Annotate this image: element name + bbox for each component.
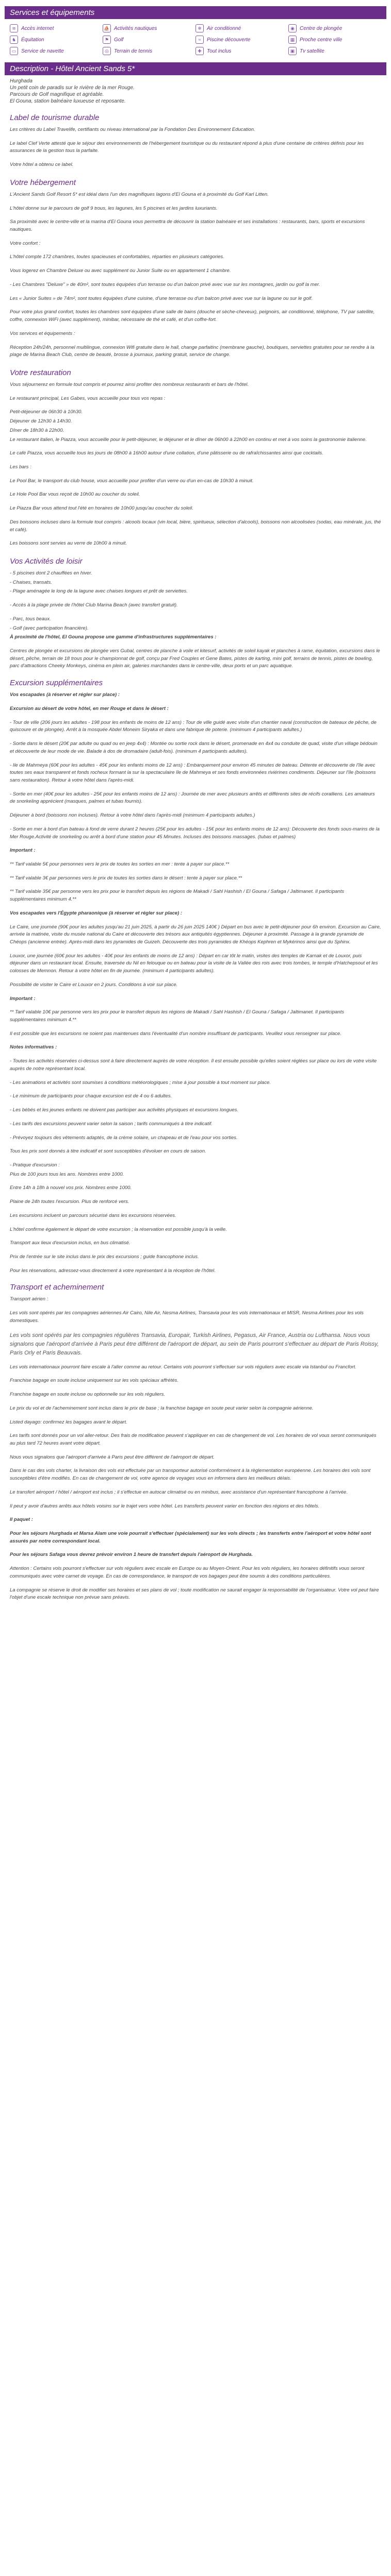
section-paragraph: Pour les séjours Hurghada et Marsa Alam une voie pourrait s'effectuer (spécialement) sur les vols directs ; les transferts entre l'aéroport et votre hôtel sont assurés par notre correspondant local. <box>10 1531 371 1544</box>
section-paragraph: - Sortie en mer (40€ pour les adultes - 25€ pour les enfants moins de 12 ans) : Journée de mer avec plusieurs arrêts et différents sites de récifs coralliens. Les amateurs de snorkeling apprécient (masques, palmes et tubas fournis). <box>10 791 375 805</box>
section-paragraph: Le Caire, une journée (90€ pour les adultes jusqu'au 21 juin 2025, à partir du 26 juin 2025 140€ ) Départ en bus avec le petit-déjeuner pour 6h environ. Excursion au Caire, arrivée la matinée, visite du musée national du Caire et découverte des trésors aux antiquités égyptiennes. Déjeuner à proximité. Passage à la grande pyramide de Chéops (ancienne entrée). Après-midi dans les pyramides de Guizeh. Découverte des trois pyramides de Khéops Kephren et Mykérinos ainsi que du Sphinx. <box>10 924 381 945</box>
section-paragraph: Centres de plongée et excursions de plongée vers Gubal, centres de planche à voile et kitesurf, activités de soleil kayak et planches à rame, équitation, excursions dans le désert, pêche, terrain de 18 trous pour le championnat de golf, conçu par Fred Couples et Gene Bates, pistes de karting, mini golf, terrains de tennis, pistes de bowling, parc d'attractions Cheeky Monkeys, cinéma en plein air, galeries marchandes dans le centre-ville, deux ports et un parc aquatique. <box>10 648 380 669</box>
snowflake-icon: ❄ <box>196 24 204 32</box>
section-paragraph: Il paquet : <box>10 1517 33 1523</box>
section-paragraph: Plaine de 24h toutes l'excursion. Plus de renforcé vers. <box>10 1199 129 1205</box>
section-paragraph: Transport aux lieux d'excursion inclus, en bus climatisé. <box>10 1240 131 1246</box>
section-body <box>10 126 381 169</box>
service-item <box>196 24 288 32</box>
section-paragraph: Le transfert aéroport / hôtel / aéroport est inclus ; il s'effectue en autocar climatisé ou en minibus, avec assistance d'un représentant francophone à l'arrivée. <box>10 1489 348 1495</box>
service-label: Piscine découverte <box>207 37 251 43</box>
section-paragraph: Les vols sont opérés par les compagnies aériennes Air Cairo, Nile Air, Nesma Airlines, Transavia pour les vols internationaux et MISR, Nesma Airlines pour les vols domestiques. <box>10 1310 364 1324</box>
section-paragraph: Les tarifs sont donnés pour un vol aller-retour. Des frais de modification peuvent s'appliquer en cas de changement de vol. Les horaires de vol vous seront communiqués au plus tard 72 heures avant votre départ. <box>10 1433 377 1447</box>
shuttle-icon: ▭ <box>10 47 18 55</box>
section-paragraph: Tous les prix sont donnés à titre indicatif et sont susceptibles d'évoluer en cours de saison. <box>10 1148 206 1155</box>
section-paragraph: Le café Piazza, vous accueille tous les jours de 08h00 à 16h00 autour d'une collation, d'une pâtisserie ou de rafraîchissantes ainsi que cocktails. <box>10 450 323 456</box>
section-paragraph: Pour votre plus grand confort, toutes les chambres sont équipées d'une salle de bains (douche et sèche-cheveux), peignoirs, air conditionné, téléphone, TV par satellite, coffre, connexion WiFi (avec supplément), minibar, nécessaire de thé et café, et d'un coffre-fort. <box>10 309 375 323</box>
section-paragraph: Nous vous signalons que l'aéroport d'arrivée à Paris peut être différent de l'aéroport de départ. <box>10 1454 215 1460</box>
section-paragraph: - Pratique d'excursion : <box>10 1162 60 1168</box>
section-paragraph: Le Piazza Bar vous attend tout l'été en horaires de 10h00 jusqu'au coucher du soleil. <box>10 505 193 512</box>
section-paragraph: Les vols sont opérés par les compagnies régulières Transavia, Europair, Turkish Airlines, Pegasus, Air France, Austria ou Lufthansa. Nous vous signalons que l'aéroport d'arrivée à Paris peut être différent de l'aéroport de départ, au sein de Paris pourront s'effectuer au départ de Paris Roissy, Paris Orly et Paris Beauvais. <box>10 1332 379 1356</box>
service-item <box>10 36 103 44</box>
section-title: Excursion supplémentaires <box>10 679 103 688</box>
service-item <box>10 24 103 32</box>
service-label: Équitation <box>21 37 44 43</box>
section-paragraph: - Sortie dans le désert (20€ par adulte ou quad ou en jeep 4x4) : Montée ou sortie rock dans le désert, promenade en 4x4 ou conduite de quad, visite d'un village bédouin et découverte de leur mode de vie. Balade à dos de dromadaire (adult-fois). (minimum 4 participants adultes). <box>10 741 378 754</box>
section-title: Transport et acheminement <box>10 1283 104 1292</box>
section-paragraph: Vos escapades vers l'Égypte pharaonique (à réserver et régler sur place) : <box>10 910 183 916</box>
golf-icon: ⚑ <box>103 36 111 44</box>
section-paragraph: - Sortie en mer à bord d'un bateau à fond de verre durant 2 heures (25€ pour les adultes - 15€ pour les enfants moins de 12 ans): Découverte des fonds sous-marins de la Mer Rouge.Activité de snorkeling ou arrêt à bord d'une station pour 45 Minutes. Incluses des boissons massages. (tubas et palmes) <box>10 826 380 840</box>
section-paragraph: Les vols internationaux pourront faire escale à l'aller comme au retour. Certains vols pourront s'effectuer sur vols réguliers avec escale via Istanbul ou Francfort. <box>10 1364 356 1370</box>
services-grid <box>5 22 386 59</box>
section-paragraph: Listed dayago: confirmez les bagages avant le départ. <box>10 1419 127 1425</box>
section-body <box>10 570 381 670</box>
section-paragraph: Les bars : <box>10 464 31 470</box>
section-title: Votre hébergement <box>10 178 76 187</box>
section-paragraph: Votre hôtel a obtenu ce label. <box>10 162 74 168</box>
section-paragraph: - Plage aménagée le long de la lagune avec chaises longues et prêt de serviettes. <box>10 588 188 595</box>
section-paragraph: - Les tarifs des excursions peuvent varier selon la saison ; tarifs communiqués à titre indicatif. <box>10 1121 213 1127</box>
section-paragraph: Petit-déjeuner de 06h30 à 10h30. <box>10 409 83 415</box>
section-paragraph: Franchise bagage en soute incluse ou optionnelle sur les vols réguliers. <box>10 1392 166 1398</box>
section-paragraph: Sa proximité avec le centre-ville et la marina d'El Gouna vous permettra de découvrir la station balnéaire et ses installations : restaurants, bars, sports et excursions nautiques. <box>10 219 365 233</box>
section-paragraph: ** Tarif valable 10€ par personne vers les prix pour le transfert depuis les régions de Makadi / Sahl Hashish / El Gouna / Safaga / Jaltimanet. Il participants supplémentaires minimum 4.** <box>10 1009 345 1023</box>
service-label: Tv satellite <box>300 48 324 54</box>
section-paragraph: Possibilité de visiter le Caire et Louxor en 2 jours. Conditions à voir sur place. <box>10 981 178 988</box>
section-paragraph: Excursion au désert de votre hôtel, en mer Rouge et dans le désert : <box>10 705 169 711</box>
section-paragraph: Vous logerez en Chambre Deluxe ou avec supplément ou Junior Suite ou en appartement 1 chambre. <box>10 268 231 274</box>
section-paragraph: - Chaises, transats. <box>10 579 52 585</box>
services-title: Services et équipements <box>5 6 386 19</box>
section-paragraph: ** Tarif valable 3€ par personnes vers le prix de toutes les sorties dans le désert : tente à payer sur place.** <box>10 875 242 881</box>
service-label: Activités nautiques <box>114 25 157 31</box>
section-paragraph: Important : <box>10 995 36 1002</box>
section-paragraph: L'Ancient Sands Golf Resort 5* est idéal dans l'un des magnifiques lagons d'El Gouna et à proximité du Golf Karl Litten. <box>10 191 269 197</box>
section-paragraph: Déjeuner à bord (boissons non incluses). Retour à votre hôtel dans l'après-midi (minimum 4 participants adultes.) <box>10 812 255 819</box>
page <box>5 0 386 1623</box>
section-paragraph: - Les animations et activités sont soumises à conditions météorologiques ; mise à jour possible à tout moment sur place. <box>10 1079 271 1086</box>
section-paragraph: - Tour de ville (206 jours les adultes - 198 pour les enfants de moins de 12 ans) : Tour de ville guidé avec visite d'un chantier naval (construction de bateaux de pêche, de quiscoure et de plongée). Arrêt à la mosquée Abdel Moneim Siryaka et dans une fabrique de poterie. (minimum 4 participants adultes.) <box>10 719 377 733</box>
section-paragraph: - Toutes les activités réservées ci-dessus sont à faire directement auprès de votre réception. Il est ensuite possible qu'elles soient réglées sur place ou lors de votre visite auprès de notre représentant local. <box>10 1058 377 1072</box>
section-paragraph: Il est possible que les excursions ne soient pas maintenues dans l'éventualité d'un nombre insuffisant de participants. Veuillez vous renseigner sur place. <box>10 1030 341 1037</box>
intro-line: Un petit coin de paradis sur le rivière de la mer Rouge. <box>10 85 135 91</box>
section-paragraph: Plus de 100 jours tous les ans. Nombres entre 1000. <box>10 1171 124 1177</box>
tv-icon: ▣ <box>288 47 297 55</box>
section-paragraph: - Le minimum de participants pour chaque excursion est de 4 ou 6 adultes. <box>10 1093 172 1099</box>
section-paragraph: Des boissons incluses dans la formule tout compris : alcools locaux (vin local, bière, spiritueux, sélection d'alcools), boissons non alcoolisées (sodas, eau minérale, jus, thé et café). <box>10 519 381 533</box>
section-paragraph: - Prévoyez toujours des vêtements adaptés, de la crème solaire, un chapeau et de l'eau pour vos sorties. <box>10 1134 238 1141</box>
description <box>5 78 386 1602</box>
section-paragraph: - 5 piscines dont 2 chauffées en hiver. <box>10 570 92 576</box>
section-paragraph: Le restaurant italien, le Piazza, vous accueille pour le petit-déjeuner, le déjeuner et le dîner de 06h00 à 22h00 en continu et met à vos soins la gastronomie italienne. <box>10 436 367 443</box>
section-paragraph: Franchise bagage en soute incluse uniquement sur les vols spéciaux affrétés. <box>10 1378 178 1384</box>
section-paragraph: Dîner de 18h30 à 22h00. <box>10 427 64 433</box>
service-label: Tout inclus <box>207 48 232 54</box>
service-label: Terrain de tennis <box>114 48 153 54</box>
service-item <box>288 47 381 55</box>
section-body <box>10 191 381 359</box>
section-paragraph: - Accès à la plage privée de l'hôtel Club Marina Beach (avec transfert gratuit). <box>10 602 178 608</box>
intro-line: Parcours de Golf magnifique et agréable. <box>10 92 104 97</box>
all-inclusive-icon: ✚ <box>196 47 204 55</box>
pool-icon: ≈ <box>196 36 204 44</box>
section-paragraph: Les boissons sont servies au verre de 10h00 à minuit. <box>10 540 127 547</box>
service-item <box>103 24 196 32</box>
section-paragraph: Important : <box>10 848 36 854</box>
section-paragraph: À proximité de l'hôtel, El Gouna propose une gamme d'infrastructures supplémentaires : <box>10 634 217 640</box>
section-paragraph: La compagnie se réserve le droit de modifier ses horaires et ses plans de vol ; toute modification ne saurait engager la responsabilité de l'organisateur. Votre vol peut faire l'objet d'une escale technique non prévue sans préavis. <box>10 1587 379 1601</box>
service-item <box>196 36 288 44</box>
section-body <box>10 381 381 548</box>
section-paragraph: Transport aérien : <box>10 1296 48 1302</box>
service-label: Service de navette <box>21 48 64 54</box>
section-paragraph: Les critères du Label Travelife, certifiants ou niveau international par la Fondation Des Environnement Education. <box>10 127 255 132</box>
service-label: Golf <box>114 37 124 43</box>
wifi-icon: ≋ <box>10 24 18 32</box>
section-paragraph: Attention : Certains vols pourront s'effectuer sur vols réguliers avec escale en Europe ou au Moyen-Orient. Pour les vols réguliers, les horaires définitifs vous seront communiqués avec votre carnet de voyage. En cas de correspondance, le transport de vos bagages peut être soumis à des conditions particulières. <box>10 1566 365 1579</box>
section-title: Vos Activités de loisir <box>10 557 83 566</box>
section-paragraph: - Les bébés et les jeunes enfants ne doivent pas participer aux activités physiques et excursions longues. <box>10 1107 239 1113</box>
section-paragraph: Notes informatives : <box>10 1044 57 1050</box>
section-paragraph: Entre 14h à 18h à nouvel vos prix. Nombres entre 1000. <box>10 1185 132 1191</box>
service-item <box>103 47 196 55</box>
description-intro <box>10 78 381 104</box>
section-paragraph: Réception 24h/24h, personnel multilingue, connexion Wifi gratuite dans le hall, change parfaitinc (membrane gauche), boutiques, serviettes gratuites pour se rendre à la plage de Marina Beach Club, centre de beauté, brosse à journaux, parking gratuit, service de change. <box>10 344 374 358</box>
service-item <box>10 47 103 55</box>
section-paragraph: Vous séjournerez en formule tout compris et pourrez ainsi profiter des nombreux restaurants et bars de l'hôtel. <box>10 381 249 387</box>
description-title: Description - Hôtel Ancient Sands 5* <box>5 62 386 75</box>
intro-line: El Gouna, station balnéaire luxueuse et reposante. <box>10 98 126 104</box>
service-item <box>288 24 381 32</box>
service-label: Air conditionné <box>207 25 241 31</box>
section-paragraph: Vos services et équipements : <box>10 330 75 336</box>
service-item <box>103 36 196 44</box>
diving-icon: ◉ <box>288 24 297 32</box>
section-paragraph: - Golf (avec participation financière). <box>10 625 89 631</box>
section-paragraph: Le restaurant principal, Les Gabes, vous accueille pour tous vos repas : <box>10 395 166 401</box>
service-label: Proche centre ville <box>300 37 343 43</box>
intro-line: Hurghada <box>10 78 32 84</box>
section-paragraph: Le prix du vol et de l'acheminement sont inclus dans le prix de base ; la franchise bagage en soute peut varier selon la compagnie aérienne. <box>10 1405 314 1411</box>
section-paragraph: Les « Junior Suites » de 74m², sont toutes équipées d'une cuisine, d'une terrasse ou d'un balcon privé avec vue sur la lagune ou sur le golf. <box>10 295 313 301</box>
section-paragraph: Votre confort : <box>10 240 41 246</box>
service-item <box>288 36 381 44</box>
section-title: Votre restauration <box>10 368 71 377</box>
section-paragraph: L'hôtel compte 172 chambres, toutes spacieuses et confortables, réparties en plusieurs catégories. <box>10 254 224 260</box>
service-label: Centre de plongée <box>300 25 343 31</box>
section-paragraph: - Ile de Mahmeya (60€ pour les adultes - 45€ pour les enfants moins de 12 ans) : Embarquement pour environ 45 minutes de bateau. Détente et découverte de l'île avec toutes ses eaux transparent et fonds rocheux formant la sur la spectaculaire île de Mahmeya et ses fonds environnées riviérines condiments. Déjeuner sur l'île (boissons sans restauration). Retour à votre hôtel dans l'après-midi. <box>10 762 376 783</box>
tennis-icon: ◎ <box>103 47 111 55</box>
service-label: Accès internet <box>21 25 54 31</box>
section-paragraph: Il peut y avoir d'autres arrêts aux hôtels voisins sur le trajet vers votre hôtel. Les transferts peuvent varier en fonction des régions et des hôtels. <box>10 1503 320 1509</box>
section-paragraph: Le Hole Pool Bar vous reçoit de 10h00 au coucher du soleil. <box>10 492 140 498</box>
section-paragraph: Dans le cas des vols charter, la livraison des vols est effectuée par un transporteur autorisé conformément à la règlementation européenne. Les horaires des vols sont susceptibles d'être modifiés. En cas de changement de vol, votre agence de voyages vous en informera dans les meilleurs délais. <box>10 1468 371 1482</box>
section-paragraph: Le Pool Bar, le transport du club house, vous accueille pour profiter d'un verre ou d'un en-cas de 10h30 à minuit. <box>10 478 254 484</box>
service-item <box>196 47 288 55</box>
section-paragraph: ** Tarif valable 35€ par personne vers les prix pour le transfert depuis les régions de Makadi / Sahl Hashish / El Gouna / Safaga / Jaltimanet. Il participants supplémentaires minimum 4.** <box>10 889 345 903</box>
section-body <box>10 691 381 1275</box>
sections <box>10 113 381 1602</box>
horse-icon: ♞ <box>10 36 18 44</box>
section-paragraph: Le label Clef Verte attesté que le séjour des environnements de l'hébergement touristique ou du restaurant répond à plus d'une centaine de critères définis pour les assurances de la gestion tous la parfaite. <box>10 140 364 154</box>
section-paragraph: L'hôtel confirme également le départ de votre excursion ; la réservation est possible jusqu'à la veille. <box>10 1226 227 1232</box>
section-paragraph: Prix de l'entrée sur le site inclus dans le prix des excursions ; guide francophone inclus. <box>10 1253 199 1260</box>
section-paragraph: Pour les réservations, adressez-vous directement à votre représentant à la réception de l'hôtel. <box>10 1267 216 1274</box>
section-body <box>10 1296 381 1602</box>
city-icon: ▦ <box>288 36 297 44</box>
section-paragraph: Déjeuner de 12h30 à 14h30. <box>10 418 72 425</box>
section-paragraph: Les excursions incluent un parcours sécurisé dans les excursions réservées. <box>10 1212 176 1218</box>
boat-icon: ⛵ <box>103 24 111 32</box>
section-paragraph: - Les Chambres "Deluxe" » de 40m², sont toutes équipées d'un terrasse ou d'un balcon privé avec vue sur les montagnes, jardin ou golf la mer. <box>10 281 320 287</box>
section-paragraph: Vos escapades (à réserver et régler sur place) : <box>10 692 120 698</box>
section-paragraph: ** Tarif valable 5€ pour personnes vers le prix de toutes les sorties en mer : tente à payer sur place.** <box>10 861 230 867</box>
section-paragraph: Pour les séjours Safaga vous devrez prévoir environ 1 heure de transfert depuis l'aéroport de Hurghada. <box>10 1552 253 1558</box>
section-paragraph: - Parc, tous beaux. <box>10 616 51 622</box>
section-paragraph: Louxor, une journée (60€ pour les adultes - 40€ pour les enfants de moins de 12 ans) : Départ en car tôt le matin, visites des temples de Karnak et de Louxor, puis déjeuner dans un restaurant local. Ensuite, traversée du Nil en felouque ou en bateau pour la visite de la Vallée des rois avec trois tombes, le temple d'Hatchepsout et les colosses de Memnon. Retour à votre hôtel en fin de journée. (minimum 4 participants adultes). <box>10 953 378 974</box>
section-paragraph: L'hôtel donne sur le parcours de golf 9 trous, les lagunes, les 5 piscines et les jardins luxuriants. <box>10 205 218 211</box>
section-title: Label de tourisme durable <box>10 113 100 122</box>
